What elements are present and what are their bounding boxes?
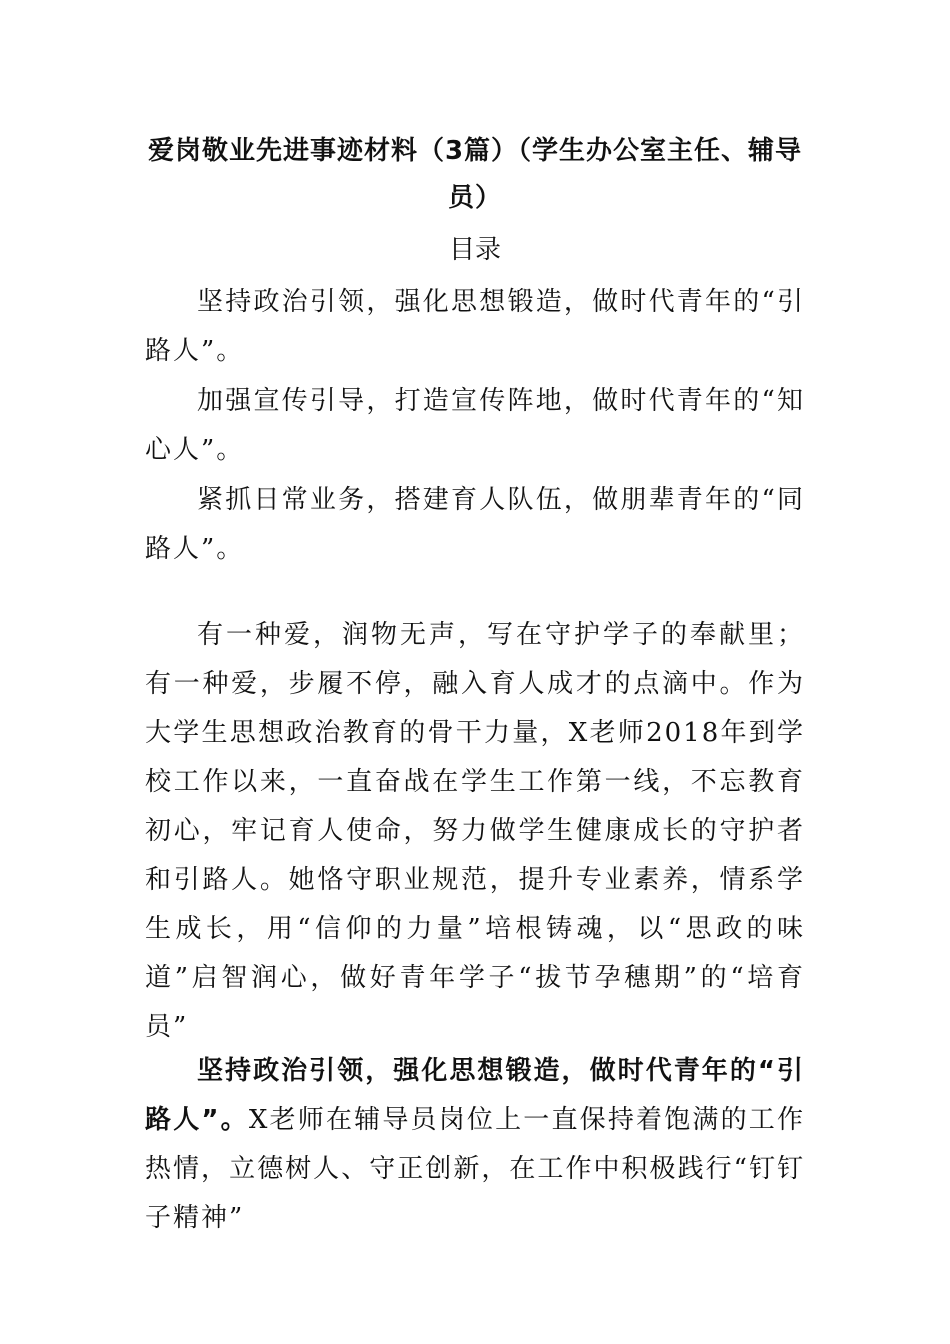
- toc-item: 坚持政治引领，强化思想锻造，做时代青年的“引路人”。: [145, 287, 805, 366]
- toc-item: 紧抓日常业务，搭建育人队伍，做朋辈青年的“同路人”。: [145, 485, 805, 564]
- toc-item: 加强宣传引导，打造宣传阵地，做时代青年的“知心人”。: [145, 386, 805, 465]
- document-title: 爱岗敬业先进事迹材料（3篇）（学生办公室主任、辅导员）: [147, 136, 803, 213]
- section-1-paragraph: [145, 1047, 805, 1243]
- section-1-heading: 坚持政治引领，强化思想锻造，做时代青年的“引路人”。: [145, 1056, 805, 1135]
- section-1-body: X老师在辅导员岗位上一直保持着饱满的工作热情，立德树人、守正创新，在工作中积极践行“钉钉子精神”: [145, 1105, 805, 1233]
- intro-paragraph: 有一种爱，润物无声，写在守护学子的奉献里；有一种爱，步履不停，融入育人成才的点滴中。作为大学生思想政治教育的骨干力量，X老师2018年到学校工作以来，一直奋战在学生工作第一线，不忘教育初心，牢记育人使命，努力做学生健康成长的守护者和引路人。她恪守职业规范，提升专业素养，情系学生成长，用“信仰的力量”培根铸魂，以“思政的味道”启智润心，做好青年学子“拔节孕穗期”的“培育员”: [145, 620, 805, 1042]
- toc-heading: 目录: [448, 235, 501, 265]
